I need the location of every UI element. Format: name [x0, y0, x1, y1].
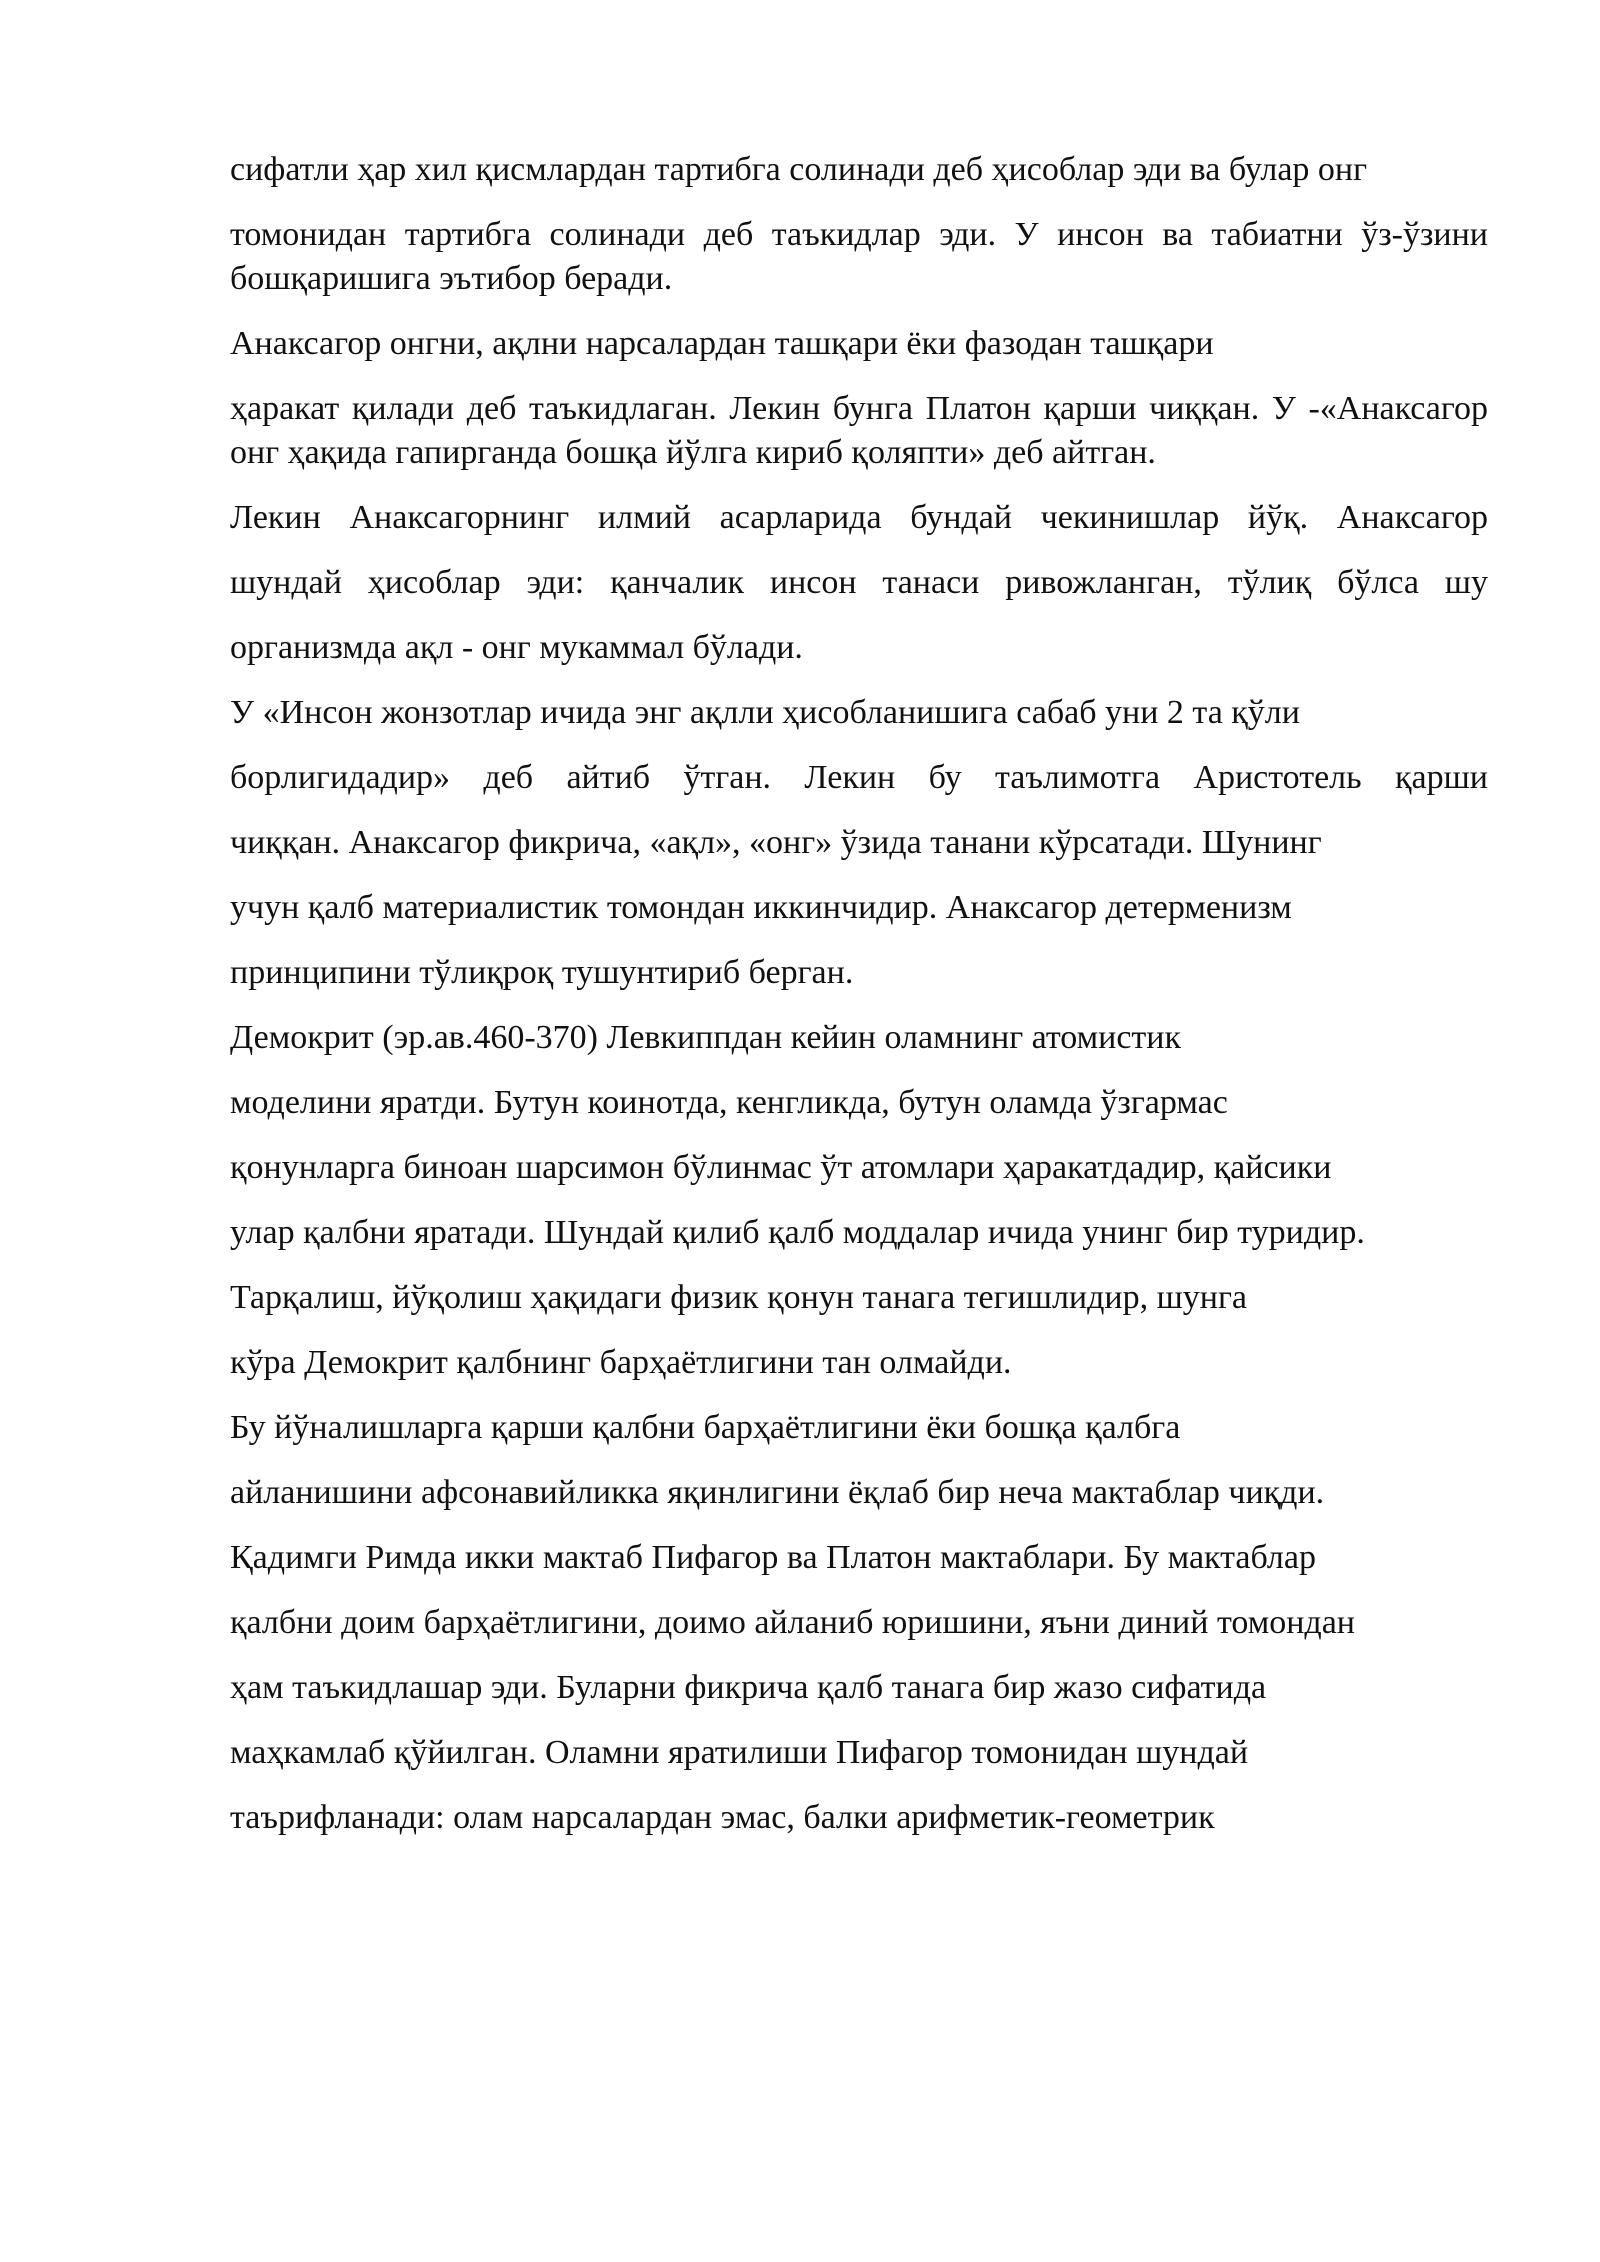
paragraph-1: сифатли ҳар хил қисмлардан тартибга солинади деб ҳисоблар эди ва булар онг — [230, 151, 1368, 188]
paragraph-15: қонунларга биноан шарсимон бўлинмас ўт атомлари ҳаракатдадир, қайсики — [230, 1149, 1332, 1186]
paragraph-7: организмда ақл - онг мукаммал бўлади. — [230, 629, 803, 666]
paragraph-18: кўра Демокрит қалбнинг барҳаётлигини тан олмайди. — [230, 1344, 1012, 1381]
paragraph-11: учун қалб материалистик томондан иккинчидир. Анаксагор детерменизм — [230, 889, 1292, 926]
paragraph-24: маҳкамлаб қўйилган. Оламни яратилиши Пифагор томонидан шундай — [230, 1734, 1249, 1771]
paragraph-3: Анаксагор онгни, ақлни нарсалардан ташқари ёки фазодан ташқари — [230, 325, 1214, 362]
paragraph-12: принципини тўлиқроқ тушунтириб берган. — [230, 954, 854, 991]
paragraph-8: У «Инсон жонзотлар ичида энг ақлли ҳисобланишига сабаб уни 2 та қўли — [230, 694, 1300, 731]
paragraph-23: ҳам таъкидлашар эди. Буларни фикрича қалб танага бир жазо сифатида — [230, 1669, 1267, 1706]
document-page — [230, 148, 1488, 1861]
paragraph-5: Лекин Анаксагорнинг илмий асарларида бундай чекинишлар йўқ. Анаксагор — [230, 499, 1488, 536]
paragraph-20: айланишини афсонавийликка яқинлигини ёқлаб бир неча мактаблар чиқди. — [230, 1474, 1325, 1511]
paragraph-10: чиққан. Анаксагор фикрича, «ақл», «онг» ўзида танани кўрсатади. Шунинг — [230, 824, 1322, 861]
paragraph-25: таърифланади: олам нарсалардан эмас, балки арифметик-геометрик — [230, 1799, 1215, 1836]
paragraph-22: қалбни доим барҳаётлигини, доимо айланиб юришини, яъни диний томондан — [230, 1604, 1356, 1641]
paragraph-6: шундай ҳисоблар эди: қанчалик инсон танаси ривожланган, тўлиқ бўлса шу — [230, 564, 1488, 601]
paragraph-19: Бу йўналишларга қарши қалбни барҳаётлигини ёки бошқа қалбга — [230, 1409, 1181, 1446]
paragraph-14: моделини яратди. Бутун коинотда, кенгликда, бутун оламда ўзгармас — [230, 1084, 1228, 1121]
paragraph-4: ҳаракат қилади деб таъкидлаган. Лекин бунга Платон қарши чиққан. У -«Анаксагор онг ҳақида гапирганда бошқа йўлга кириб қоляпти» деб айтган. — [230, 390, 1488, 471]
paragraph-21: Қадимги Римда икки мактаб Пифагор ва Платон мактаблари. Бу мактаблар — [230, 1539, 1316, 1576]
paragraph-2: томонидан тартибга солинади деб таъкидлар эди. У инсон ва табиатни ўз-ўзини бошқаришига эътибор беради. — [230, 216, 1488, 297]
paragraph-9: борлигидадир» деб айтиб ўтган. Лекин бу таълимотга Аристотель қарши — [230, 759, 1488, 796]
paragraph-13: Демокрит (эр.ав.460-370) Левкиппдан кейин оламнинг атомистик — [230, 1019, 1182, 1056]
paragraph-16: улар қалбни яратади. Шундай қилиб қалб моддалар ичида унинг бир туридир. — [230, 1214, 1365, 1251]
paragraph-17: Тарқалиш, йўқолиш ҳақидаги физик қонун танага тегишлидир, шунга — [230, 1279, 1248, 1316]
